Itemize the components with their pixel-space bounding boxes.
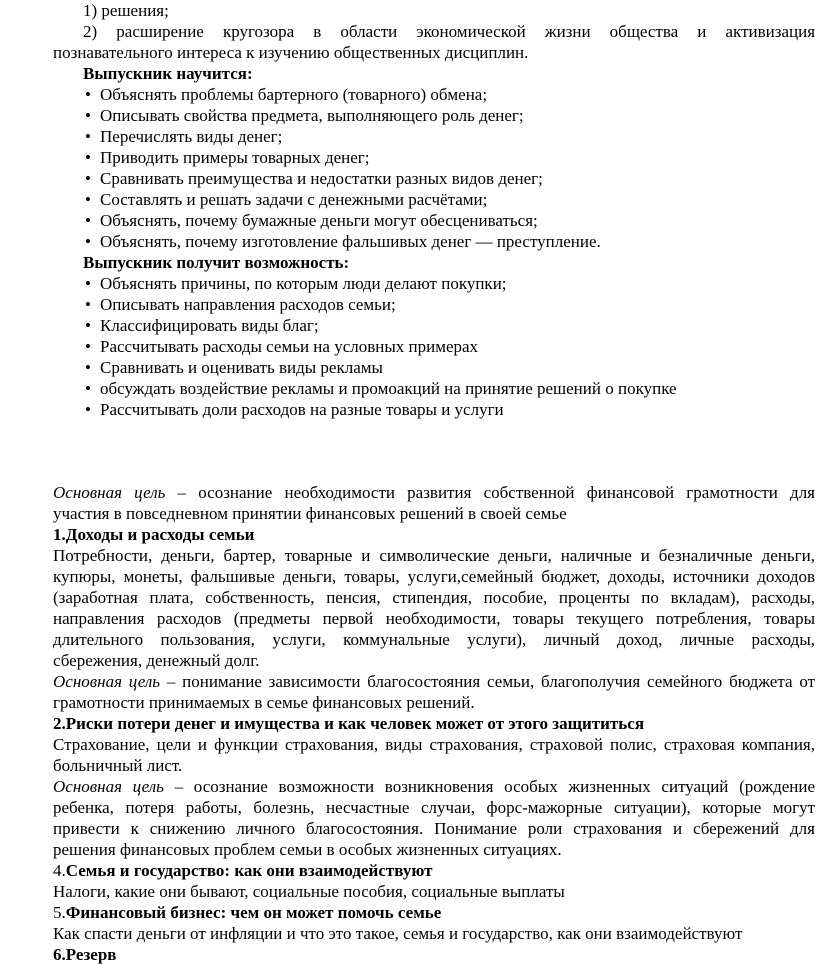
section-heading	[53, 944, 815, 965]
bullet-icon: •	[85, 169, 91, 188]
bullet-icon: •	[85, 400, 91, 419]
bullet-icon: •	[85, 232, 91, 251]
bullet-icon: •	[85, 85, 91, 104]
opportunity-list	[53, 273, 815, 420]
bullet-icon: •	[85, 190, 91, 209]
list-item: • Объяснять причины, по которым люди делают покупки;	[85, 274, 507, 293]
bullet-icon: •	[85, 337, 91, 356]
learn-list	[53, 84, 815, 252]
dash: –	[177, 483, 187, 502]
section-body-line: направления расходов (предметы первой необходимости, товары текущего потребления, товары	[53, 609, 815, 628]
list-item: • Приводить примеры товарных денег;	[85, 148, 370, 167]
section-body-line: купюры, монеты, фальшивые деньги, товары, услуги,семейный бюджет, доходы, источники доходов	[53, 567, 815, 586]
list-item: • Описывать свойства предмета, выполняющего роль денег;	[85, 106, 524, 125]
section-title: Резерв	[65, 945, 117, 964]
list-text: расширение кругозора в области экономической жизни общества и активизация	[116, 22, 816, 41]
section-heading	[53, 860, 815, 881]
top-list-item-2	[53, 21, 815, 42]
section-number: 5.	[53, 903, 66, 922]
section-number: 1.	[53, 525, 66, 544]
list-item: • Сравнивать преимущества и недостатки разных видов денег;	[85, 169, 543, 188]
main-goal-text: осознание необходимости развития собственной финансовой грамотности для	[198, 483, 816, 502]
section-heading	[53, 902, 815, 923]
section-goal: Основная цель – понимание зависимости благосостояния семьи, благополучия семейного бюджета от	[53, 672, 816, 691]
section-title: Семья и государство: как они взаимодействуют	[65, 861, 433, 880]
list-number: 1)	[83, 1, 98, 20]
top-list-item-2-cont: познавательного интереса к изучению общественных дисциплин.	[53, 43, 529, 62]
section-number: 6.	[53, 945, 66, 964]
section-goal-cont: привести к снижению личного благосостояния. Понимание роли страхования и сбережений для	[53, 819, 815, 838]
section-body-line: больничный лист.	[53, 756, 183, 775]
bullet-icon: •	[85, 127, 91, 146]
section-body-line: Потребности, деньги, бартер, товарные и символические деньги, наличные и безналичные деньги,	[53, 546, 815, 565]
section-goal-cont: ребенка, потеря работы, болезнь, несчастные случаи, форс-мажорные ситуации), которые могут	[53, 798, 815, 817]
goal-label: Основная цель	[53, 777, 164, 796]
section-goal: Основная цель – осознание возможности возникновения особых жизненных ситуаций (рождение	[53, 777, 816, 796]
list-item: • Перечислять виды денег;	[85, 127, 283, 146]
document-page	[53, 0, 815, 965]
goal-label: Основная цель	[53, 672, 160, 691]
bullet-icon: •	[85, 358, 91, 377]
section-body-line: Налоги, какие они бывают, социальные пособия, социальные выплаты	[53, 882, 565, 901]
section-number: 4.	[53, 861, 66, 880]
list-item: • Сравнивать и оценивать виды рекламы	[85, 358, 383, 377]
dash: –	[166, 672, 176, 691]
bullet-icon: •	[85, 295, 91, 314]
dash: –	[174, 777, 184, 796]
list-item: • обсуждать воздействие рекламы и промоакций на принятие решений о покупке	[85, 379, 677, 398]
list-item: • Составлять и решать задачи с денежными расчётами;	[85, 190, 488, 209]
list-item: • Классифицировать виды благ;	[85, 316, 319, 335]
section-body-line: длительного пользования, услуги, коммунальные услуги), личный доход, личные расходы,	[53, 630, 815, 649]
bullet-icon: •	[85, 316, 91, 335]
section-title: Финансовый бизнес: чем он может помочь семье	[65, 903, 442, 922]
list-text: решения;	[101, 1, 169, 20]
section-goal-cont: грамотности принимаемых в семье финансовых решений.	[53, 693, 475, 712]
list-item: • Объяснять проблемы бартерного (товарного) обмена;	[85, 85, 488, 104]
section-body-line: (заработная плата, собственность, пенсия, стипендия, пособие, проценты по вкладам), расходы,	[53, 588, 815, 607]
bullet-icon: •	[85, 274, 91, 293]
section-goal-cont: решения финансовых проблем семьи в особых жизненных ситуациях.	[53, 840, 562, 859]
section-body-line: Страхование, цели и функции страхования, виды страхования, страховой полис, страховая компания,	[53, 735, 815, 754]
list-item: • Объяснять, почему бумажные деньги могут обесцениваться;	[85, 211, 538, 230]
section-body-line: сбережения, денежный долг.	[53, 651, 260, 670]
section-body-line: Как спасти деньги от инфляции и что это такое, семья и государство, как они взаимодействуют	[53, 924, 743, 943]
opportunity-heading: Выпускник получит возможность:	[83, 253, 350, 272]
list-item: • Объяснять, почему изготовление фальшивых денег — преступление.	[85, 232, 601, 251]
section-heading	[53, 524, 815, 545]
bullet-icon: •	[85, 106, 91, 125]
section-number: 2.	[53, 714, 66, 733]
top-list-item-1	[53, 0, 815, 21]
learn-heading: Выпускник научится:	[83, 64, 253, 83]
list-item: • Описывать направления расходов семьи;	[85, 295, 396, 314]
bullet-icon: •	[85, 148, 91, 167]
main-goal-cont: участия в повседневном принятии финансовых решений в своей семье	[53, 504, 567, 523]
goal-label: Основная цель	[53, 483, 166, 502]
list-number: 2)	[83, 22, 98, 41]
list-item: • Рассчитывать доли расходов на разные товары и услуги	[85, 400, 504, 419]
section-heading	[53, 713, 815, 734]
main-goal	[53, 482, 815, 503]
bullet-icon: •	[85, 379, 91, 398]
list-item: • Рассчитывать расходы семьи на условных примерах	[85, 337, 479, 356]
section-title: Доходы и расходы семьи	[65, 525, 255, 544]
section-title: Риски потери денег и имущества и как человек может от этого защититься	[65, 714, 645, 733]
bullet-icon: •	[85, 211, 91, 230]
